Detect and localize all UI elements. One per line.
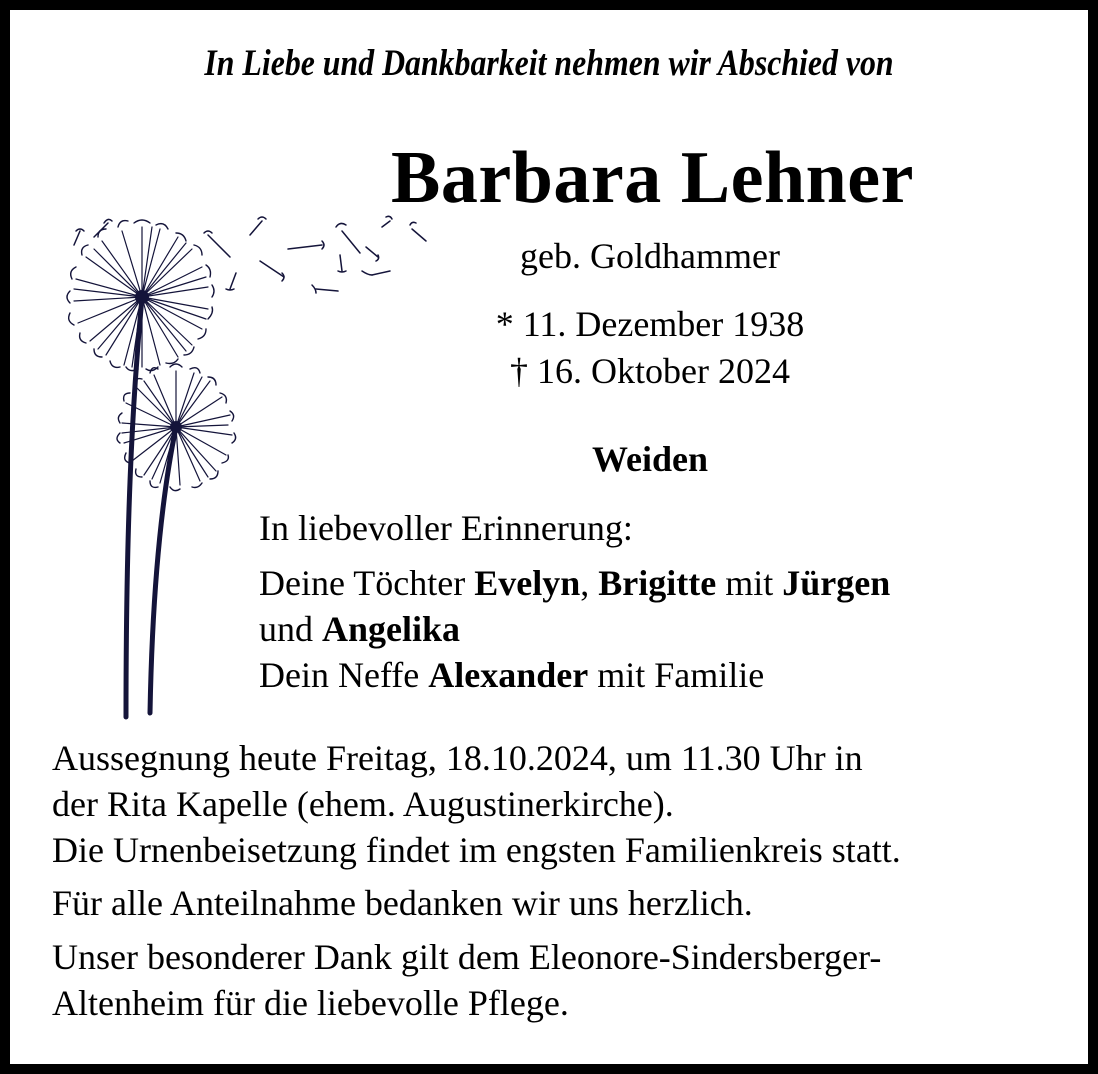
- ceremony-line-2: der Rita Kapelle (ehem. Augustinerkirche).: [52, 784, 674, 824]
- mourners-heading: In liebevoller Erinnerung:: [259, 508, 633, 548]
- thanks-note: Für alle Anteilnahme bedanken wir uns herzlich.: [52, 883, 753, 923]
- city: Weiden: [591, 439, 708, 479]
- death-date-text: 16. Oktober 2024: [537, 351, 790, 391]
- death-date: [440, 350, 860, 392]
- special-thanks-line-2: Altenheim für die liebevolle Pflege.: [52, 983, 569, 1023]
- mourner-name: Evelyn: [474, 563, 581, 603]
- special-thanks-line-1: Unser besonderer Dank gilt dem Eleonore-Sindersberger-: [52, 937, 882, 977]
- ceremony-line-1: Aussegnung heute Freitag, 18.10.2024, um 11.30 Uhr in: [52, 738, 863, 778]
- text: ,: [580, 563, 599, 603]
- intro-line: In Liebe und Dankbarkeit nehmen wir Abschied von: [204, 43, 894, 84]
- cross-icon: †: [510, 351, 529, 391]
- mourner-name: Angelika: [322, 609, 461, 649]
- mourners-line-3: [259, 654, 764, 696]
- mourners-line-1: [259, 562, 890, 604]
- text: Dein Neffe: [259, 655, 429, 695]
- text: Deine Töchter: [259, 563, 475, 603]
- text: und: [259, 609, 322, 649]
- maiden-name: geb. Goldhammer: [520, 236, 780, 276]
- star-icon: *: [495, 304, 514, 344]
- mourner-name: Alexander: [428, 655, 589, 695]
- deceased-name: Barbara Lehner: [391, 137, 914, 219]
- text: mit: [716, 563, 783, 603]
- burial-note: Die Urnenbeisetzung findet im engsten Familienkreis statt.: [52, 830, 901, 870]
- mourners-line-2: [259, 608, 460, 650]
- text: mit Familie: [588, 655, 765, 695]
- birth-date: [440, 303, 860, 345]
- mourner-name: Brigitte: [598, 563, 717, 603]
- mourner-name: Jürgen: [782, 563, 891, 603]
- birth-date-text: 11. Dezember 1938: [522, 304, 805, 344]
